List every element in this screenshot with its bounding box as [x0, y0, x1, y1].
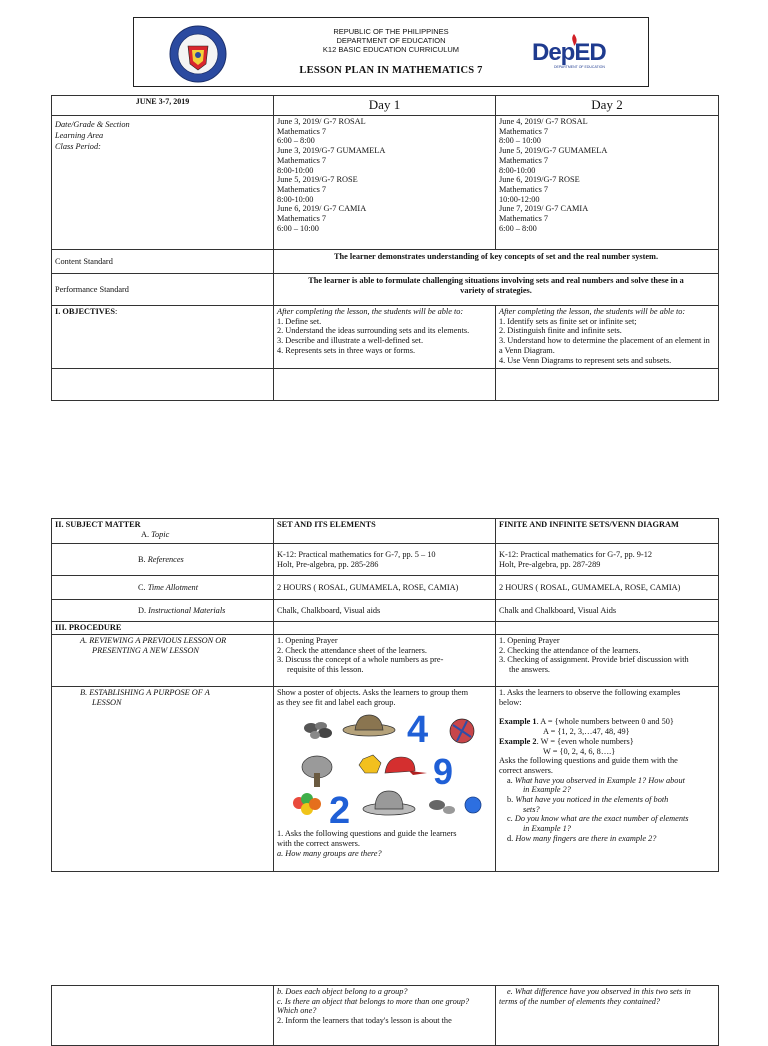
performance-standard-text: The learner is able to formulate challenging situations involving sets and real numbers and solve these in a variety of strategies.: [274, 274, 719, 306]
empty-cell: [496, 369, 719, 401]
empty-cell: [52, 986, 274, 1046]
blue-ball-icon: [465, 797, 481, 813]
objects-poster: [277, 709, 491, 827]
day1-schedule: June 3, 2019/ G-7 ROSAL Mathematics 7 6:00 – 8:00 June 3, 2019/G-7 GUMAMELA Mathematics 7 8:00-10:00 June 5, 2019/G-7 ROSE Mathematics 7 8:00-10:00 June 6, 2019/ G-7 CAMIA Mathematics 7 6:00 – 10:00: [274, 116, 496, 250]
date-cell: JUNE 3-7, 2019: [52, 96, 274, 116]
stones-icon: [304, 722, 332, 739]
day2-review: 1. Opening Prayer 2. Checking the attendance of the learners. 3. Checking of assignment. Provide brief discussion with the answers.: [496, 635, 719, 687]
objectives-label: I. OBJECTIVES:: [52, 306, 274, 369]
hat-icon: [343, 715, 395, 736]
day1-materials: Chalk, Chalkboard, Visual aids: [274, 600, 496, 622]
day2-objectives: After completing the lesson, the students will be able to: 1. Identify sets as finite set or infinite set; 2. Distinguish finite and infinite sets. 3. Understand how to determine the placement of an element in a Venn Diagram. 4. Use Venn Diagrams to represent sets and subsets.: [496, 306, 719, 369]
day1-time: 2 HOURS ( ROSAL, GUMAMELA, ROSE, CAMIA): [274, 576, 496, 600]
subject-matter-label: II. SUBJECT MATTER A. Topic: [52, 519, 274, 544]
flower-icon: [293, 793, 321, 815]
review-label: A. REVIEWING A PREVIOUS LESSON OR PRESENTING A NEW LESSON: [52, 635, 274, 687]
procedure-label: III. PROCEDURE: [52, 622, 274, 635]
day1-references: K-12: Practical mathematics for G-7, pp. 5 – 10 Holt, Pre-algebra, pp. 285-286: [274, 544, 496, 576]
day1-purpose: Show a poster of objects. Asks the learners to group them as they see fit and label each group. 4 9 2 1. Asks the following questions and guide the learners with the correct answers. a. How many groups are there?: [274, 687, 496, 872]
schedule-labels: Date/Grade & Section Learning Area Class Period:: [52, 116, 274, 250]
day2-purpose: 1. Asks the learners to observe the following examples below: Example 1. A = {whole numbers between 0 and 50} A = {1, 2, 3,…47, 48, 49} Example 2. W = {even whole numbers} W = {0, 2, 4, 6, 8….} Asks the following questions and guide them with the correct answers. a. What have you observed in Example 1? How about in Example 2? b. What have you noticed in the elements of both sets? c. Do you know what are the exact number of elements in Example 1? d. How many fingers are there in example 2?: [496, 687, 719, 872]
polyhedron-icon: [359, 755, 381, 773]
empty-cell: [52, 369, 274, 401]
header-line-1: REPUBLIC OF THE PHILIPPINES: [333, 27, 449, 36]
day2-header: Day 2: [496, 96, 719, 116]
continued-table: [51, 985, 719, 1046]
references-label: B. References: [52, 544, 274, 576]
deped-logo: [530, 30, 625, 76]
content-standard-label: Content Standard: [52, 250, 274, 274]
lesson-info-table: [51, 95, 719, 401]
tree-icon: [302, 756, 332, 787]
performance-standard-label: Performance Standard: [52, 274, 274, 306]
content-standard-text: The learner demonstrates understanding of key concepts of set and the real number system.: [274, 250, 719, 274]
day1-continued: b. Does each object belong to a group? c. Is there an object that belongs to more than one group? Which one? 2. Inform the learners that today's lesson is about the: [274, 986, 496, 1046]
day2-continued: e. What difference have you observed in this two sets in terms of the number of elements they contained?: [496, 986, 719, 1046]
bowler-hat-icon: [363, 791, 415, 815]
day1-topic: SET AND ITS ELEMENTS: [274, 519, 496, 544]
pebbles-icon: [429, 800, 455, 814]
empty-cell: [274, 622, 496, 635]
page-title: LESSON PLAN IN MATHEMATICS 7: [299, 65, 483, 76]
subject-matter-table: [51, 518, 719, 872]
day1-header: Day 1: [274, 96, 496, 116]
logo-sub-text: DEPARTMENT OF EDUCATION: [554, 65, 605, 69]
cap-icon: [385, 757, 427, 775]
time-allotment-label: C. Time Allotment: [52, 576, 274, 600]
number-four: 4: [407, 709, 429, 752]
empty-cell: [274, 369, 496, 401]
logo-main-text: DepED: [532, 39, 606, 66]
day1-objectives: After completing the lesson, the students will be able to: 1. Define set. 2. Understand the ideas surrounding sets and its elements. 3. Describe and illustrate a well-defined set. 4. Represents sets in three ways or forms.: [274, 306, 496, 369]
day2-references: K-12: Practical mathematics for G-7, pp. 9-12 Holt, Pre-algebra, pp. 287-289: [496, 544, 719, 576]
number-two: 2: [329, 790, 351, 828]
day2-schedule: June 4, 2019/ G-7 ROSAL Mathematics 7 8:00 – 10:00 June 5, 2019/G-7 GUMAMELA Mathematics 7 8:00-10:00 June 6, 2019/G-7 ROSE Mathematics 7 10:00-12:00 June 7, 2019/ G-7 CAMIA Mathematics 7 6:00 – 8:00: [496, 116, 719, 250]
empty-cell: [496, 622, 719, 635]
day2-materials: Chalk and Chalkboard, Visual Aids: [496, 600, 719, 622]
number-nine: 9: [433, 751, 454, 793]
header-line-2: DEPARTMENT OF EDUCATION: [336, 36, 446, 45]
purpose-label: B. ESTABLISHING A PURPOSE OF A LESSON: [52, 687, 274, 872]
day2-topic: FINITE AND INFINITE SETS/VENN DIAGRAM: [496, 519, 719, 544]
day2-time: 2 HOURS ( ROSAL, GUMAMELA, ROSE, CAMIA): [496, 576, 719, 600]
materials-label: D. Instructional Materials: [52, 600, 274, 622]
day1-review: 1. Opening Prayer 2. Check the attendance sheet of the learners. 3. Discuss the concept of a whole numbers as pre- requisite of this lesson.: [274, 635, 496, 687]
header-line-3: K12 BASIC EDUCATION CURRICULUM: [322, 45, 460, 54]
